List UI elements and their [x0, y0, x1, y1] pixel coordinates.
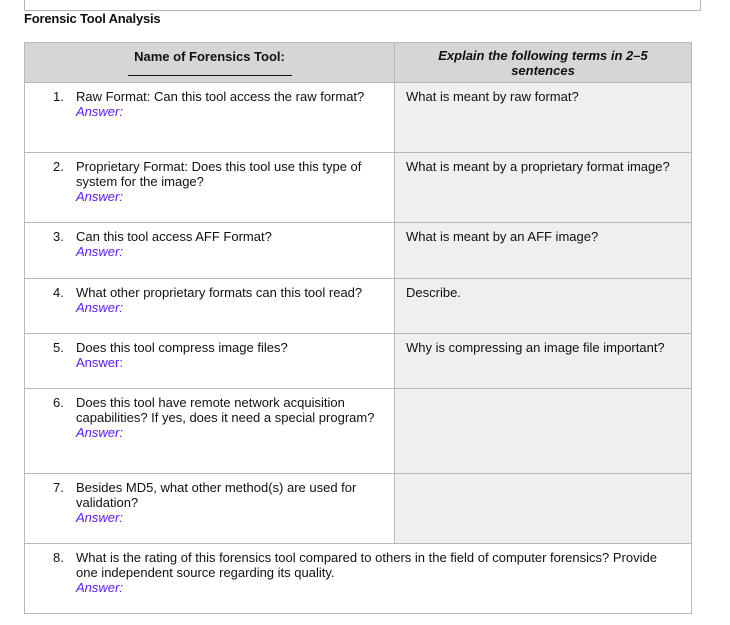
tool-name-label: Name of Forensics Tool: [134, 49, 285, 64]
term-cell[interactable] [395, 223, 692, 279]
question-cell[interactable] [25, 334, 395, 389]
question-text: What is the rating of this forensics tool compared to others in the field of computer forensics? Provide one independent source regarding its quality. [76, 550, 657, 580]
table-row [25, 474, 692, 544]
term-prompt: What is meant by an AFF image? [406, 229, 599, 244]
table-row [25, 223, 692, 279]
forensic-analysis-table [24, 42, 692, 614]
table-row-final [25, 544, 692, 614]
question-number: 2. [53, 159, 64, 174]
question-number: 4. [53, 285, 64, 300]
answer-label[interactable]: Answer: [76, 510, 123, 525]
final-question-cell[interactable] [25, 544, 692, 614]
term-cell[interactable] [395, 279, 692, 334]
term-cell[interactable] [395, 474, 692, 544]
question-text: Does this tool compress image files? [76, 340, 288, 355]
question-text: Proprietary Format: Does this tool use this type of system for the image? [76, 159, 362, 189]
tool-name-blank[interactable] [128, 66, 292, 76]
question-number: 3. [53, 229, 64, 244]
answer-label[interactable]: Answer: [76, 244, 123, 259]
table-row [25, 83, 692, 153]
tool-name-header [25, 43, 395, 83]
table-row [25, 153, 692, 223]
question-text: Can this tool access AFF Format? [76, 229, 272, 244]
term-cell[interactable] [395, 83, 692, 153]
question-cell[interactable] [25, 389, 395, 474]
terms-header-label: Explain the following terms in 2–5 sentences [438, 48, 648, 78]
document-title: Forensic Tool Analysis [24, 11, 161, 26]
question-text: Raw Format: Can this tool access the raw format? [76, 89, 365, 104]
top-text-box[interactable] [24, 0, 701, 11]
question-number: 8. [53, 550, 64, 565]
answer-label[interactable]: Answer: [76, 189, 123, 204]
table-row [25, 279, 692, 334]
question-text: What other proprietary formats can this tool read? [76, 285, 363, 300]
answer-label[interactable]: Answer: [76, 300, 123, 315]
term-cell[interactable] [395, 334, 692, 389]
answer-label[interactable]: Answer: [76, 580, 123, 595]
answer-label[interactable]: Answer: [76, 425, 123, 440]
question-number: 5. [53, 340, 64, 355]
question-cell[interactable] [25, 279, 395, 334]
term-prompt: Why is compressing an image file important? [406, 340, 665, 355]
term-cell[interactable] [395, 389, 692, 474]
term-prompt: What is meant by a proprietary format image? [406, 159, 670, 174]
question-cell[interactable] [25, 223, 395, 279]
table-row [25, 334, 692, 389]
question-number: 6. [53, 395, 64, 410]
term-prompt: Describe. [406, 285, 461, 300]
term-prompt [395, 389, 691, 395]
question-text: Besides MD5, what other method(s) are used for validation? [76, 480, 357, 510]
question-cell[interactable] [25, 153, 395, 223]
table-row [25, 389, 692, 474]
term-cell[interactable] [395, 153, 692, 223]
answer-label[interactable]: Answer: [76, 104, 123, 119]
question-number: 1. [53, 89, 64, 104]
question-cell[interactable] [25, 474, 395, 544]
question-text: Does this tool have remote network acquisition capabilities? If yes, does it need a special program? [76, 395, 375, 425]
table-header-row [25, 43, 692, 83]
term-prompt: What is meant by raw format? [406, 89, 579, 104]
question-number: 7. [53, 480, 64, 495]
term-prompt [395, 474, 691, 480]
question-cell[interactable] [25, 83, 395, 153]
terms-header [395, 43, 692, 83]
answer-label[interactable]: Answer: [76, 355, 123, 370]
